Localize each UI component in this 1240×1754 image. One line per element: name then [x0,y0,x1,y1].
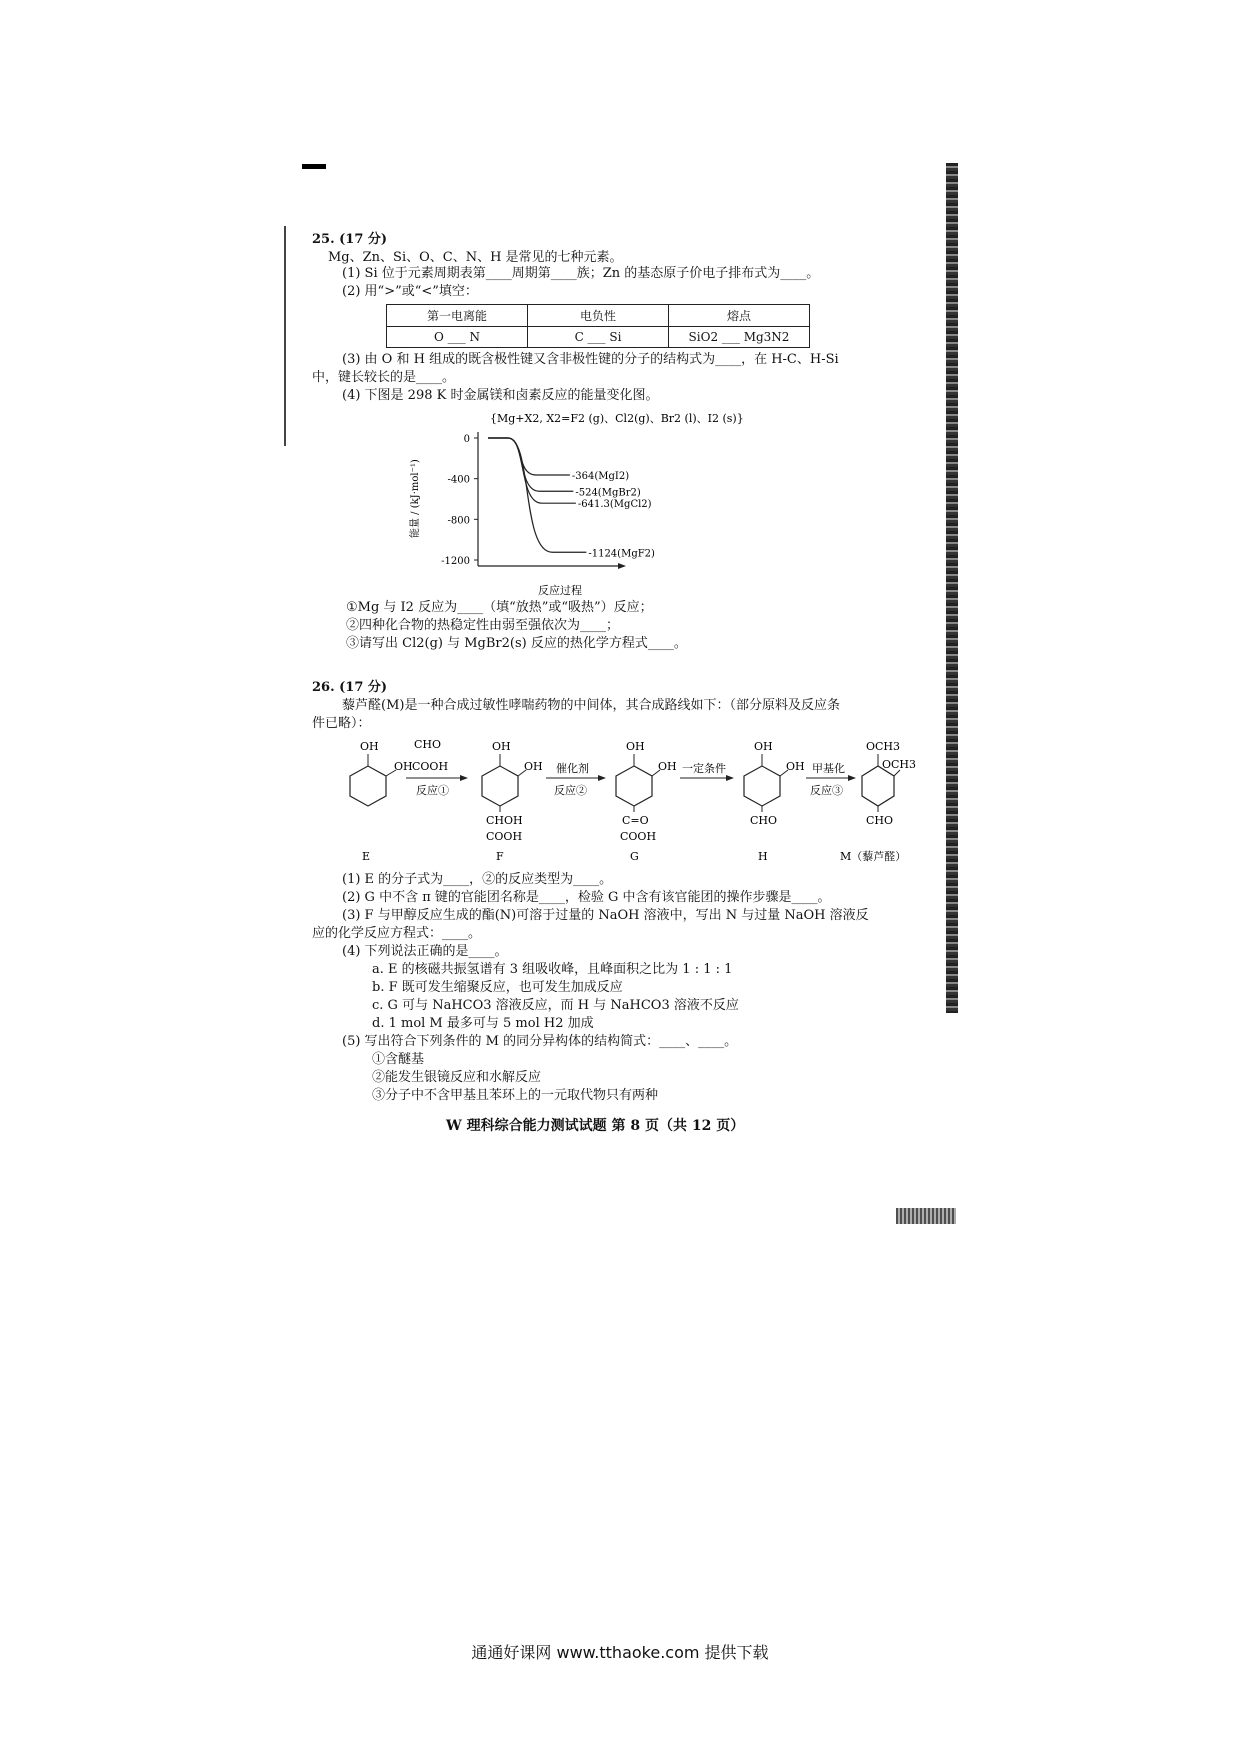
q25-sub3: ③请写出 Cl2(g) 与 MgBr2(s) 反应的热化学方程式____。 [346,636,687,651]
q26-option-c: c. G 可与 NaHCO3 溶液反应，而 H 与 NaHCO3 溶液不反应 [372,998,739,1013]
series-label-MgI2: -364(MgI2) [571,471,630,483]
q26-option-b: b. F 既可发生缩聚反应，也可发生加成反应 [372,980,623,995]
q25-part4: (4) 下图是 298 K 时金属镁和卤素反应的能量变化图。 [342,388,659,403]
table-cell-electronegativity: C ___ Si [528,327,669,348]
reagent-cooh: COOH [412,760,449,773]
q25-sub1: ①Mg 与 I2 反应为____（填“放热”或“吸热”）反应； [346,600,653,615]
q25-part3a: (3) 由 O 和 H 组成的既含极性键又含非极性键的分子的结构式为____，在 H-C、H-Si [342,352,839,367]
q26-part1: (1) E 的分子式为____，②的反应类型为____。 [342,872,613,887]
svg-text:CHO: CHO [750,814,778,827]
arrow-2-label: 反应② [554,784,587,797]
svg-text:CHOH: CHOH [486,814,523,827]
svg-text:OH: OH [524,760,543,773]
svg-text:OCH3: OCH3 [866,740,901,753]
y-tick-label: -800 [447,515,470,527]
reagent-cho: CHO [414,738,442,751]
scan-smudge [896,1208,956,1224]
q25-part3b: 中，键长较长的是____。 [312,370,456,385]
chart-x-axis-label: 反应过程 [538,584,582,597]
svg-text:OH: OH [754,740,773,753]
q25-compare-table [386,304,810,348]
chart-x-arrow [618,563,626,569]
q26-part2: (2) G 中不含 π 键的官能团名称是____，检验 G 中含有该官能团的操作步骤是____。 [342,890,831,905]
q25-header: 25. (17 分) [312,232,388,247]
table-cell-ionization: O ___ N [387,327,528,348]
svg-text:OH: OH [394,760,413,773]
q26-cond2: ②能发生银镜反应和水解反应 [372,1070,542,1085]
q26-cond1: ①含醚基 [372,1052,425,1067]
arrow-4-label: 反应③ [810,784,843,797]
page-footer: W 理科综合能力测试试题 第 8 页（共 12 页） [446,1118,745,1134]
svg-text:C=O: C=O [622,814,649,827]
scan-left-rule [284,226,286,446]
series-line-MgBr2 [488,438,573,491]
q25-sub2: ②四种化合物的热稳定性由弱至强依次为____； [346,618,620,633]
label-M: M（藜芦醛） [840,850,907,863]
y-tick-label: -1200 [441,556,470,567]
energy-change-chart [398,408,744,598]
svg-text:CHO: CHO [866,814,894,827]
arrow-3-top: 一定条件 [682,762,726,775]
label-H: H [758,850,768,863]
y-tick-label: 0 [463,434,470,445]
svg-text:OH: OH [360,740,379,753]
q26-header: 26. (17 分) [312,680,388,695]
label-F: F [496,850,504,863]
arrow-2-top: 催化剂 [556,762,589,775]
compound-M [840,740,916,863]
label-E: E [362,850,371,863]
q26-part3b: 应的化学反应方程式：____。 [312,926,482,941]
series-label-MgCl2: -641.3(MgCl2) [577,499,652,511]
synthesis-scheme [320,732,920,862]
scan-dash-mark [302,164,326,169]
q25-part2: (2) 用“>”或“<”填空： [342,284,478,299]
svg-text:OH: OH [626,740,645,753]
table-header-ionization: 第一电离能 [387,305,528,327]
q26-intro-line2: 件已略）： [312,716,371,731]
svg-text:OCH3: OCH3 [882,758,917,771]
chart-y-axis-label: 能量 / (kJ·mol⁻¹) [410,459,421,538]
table-cell-melting-point: SiO2 ___ Mg3N2 [669,327,810,348]
compound-G [616,740,677,863]
series-label-MgF2: -1124(MgF2) [588,548,655,560]
svg-text:COOH: COOH [620,830,657,843]
svg-text:OH: OH [492,740,511,753]
compound-H [744,740,805,863]
series-line-MgCl2 [488,438,576,503]
download-watermark: 通通好课网 www.tthaoke.com 提供下载 [471,1643,769,1662]
q26-intro-line1: 藜芦醛(M)是一种合成过敏性哮喘药物的中间体，其合成路线如下：（部分原料及反应条 [342,698,840,713]
q26-cond3: ③分子中不含甲基且苯环上的一元取代物只有两种 [372,1088,659,1103]
arrow-4-top: 甲基化 [812,762,845,775]
svg-text:COOH: COOH [486,830,523,843]
q25-part1: (1) Si 位于元素周期表第____周期第____族；Zn 的基态原子价电子排布式为____。 [342,266,820,281]
table-header-melting-point: 熔点 [669,305,810,327]
q26-option-a: a. E 的核磁共振氢谱有 3 组吸收峰，且峰面积之比为 1 : 1 : 1 [372,962,733,977]
svg-text:OH: OH [786,760,805,773]
arrow-1-label: 反应① [416,784,449,797]
y-tick-label: -400 [447,474,470,486]
scan-edge-shadow [946,163,958,1013]
q26-option-d: d. 1 mol M 最多可与 5 mol H2 加成 [372,1016,594,1031]
q26-part4: (4) 下列说法正确的是____。 [342,944,508,959]
compound-F [482,740,543,863]
svg-text:OH: OH [658,760,677,773]
label-G: G [630,850,639,863]
q25-intro: Mg、Zn、Si、O、C、N、H 是常见的七种元素。 [328,250,623,265]
compound-E [350,740,413,863]
q26-part3a: (3) F 与甲醇反应生成的酯(N)可溶于过量的 NaOH 溶液中，写出 N 与过量 NaOH 溶液反 [342,908,869,923]
chart-title: {Mg+X2, X2=F2 (g)、Cl2(g)、Br2 (l)、I2 (s)} [490,412,744,425]
table-header-electronegativity: 电负性 [528,305,669,327]
q26-part5: (5) 写出符合下列条件的 M 的同分异构体的结构简式：____、____。 [342,1034,738,1049]
series-line-MgF2 [488,438,586,552]
series-label-MgBr2: -524(MgBr2) [575,487,641,499]
series-line-MgI2 [488,438,570,475]
